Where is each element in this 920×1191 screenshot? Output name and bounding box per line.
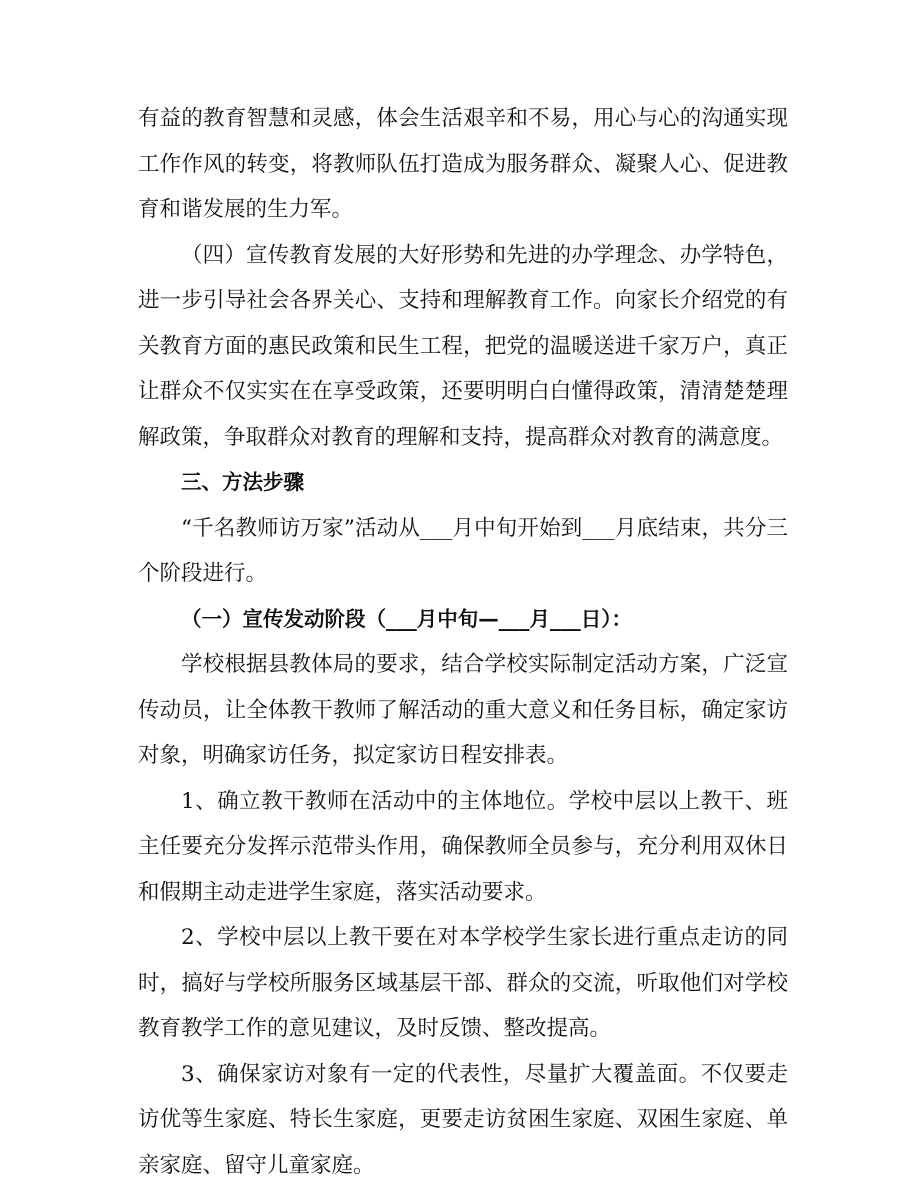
paragraph-6: 2、学校中层以上教干要在对本学校学生家长进行重点走访的同时，搞好与学校所服务区域基层干部、群众的交流，听取他们对学校教育教学工作的意见建议，及时反馈、整改提高。 bbox=[138, 925, 788, 1041]
paragraph-2: （四）宣传教育发展的大好形势和先进的办学理念、办学特色，进一步引导社会各界关心、支持和理解教育工作。向家长介绍党的有关教育方面的惠民政策和民生工程，把党的温暖送进千家万户，真正让群众不仅实实在在享受政策，还要明明白白懂得政策，清清楚楚理解政策，争取群众对教育的理解和支持，提高群众对教育的满意度。 bbox=[138, 242, 788, 450]
paragraph-4: 学校根据县教体局的要求，结合学校实际制定活动方案，广泛宣传动员，让全体教干教师了解活动的重大意义和任务目标，确定家访对象，明确家访任务，拟定家访日程安排表。 bbox=[138, 652, 788, 768]
stage-1-heading: （一）宣传发动阶段（___月中旬—___月___日）： bbox=[181, 606, 632, 631]
paragraph-3: “千名教师访万家”活动从___月中旬开始到___月底结束，共分三个阶段进行。 bbox=[138, 515, 788, 586]
document-page bbox=[138, 96, 788, 1188]
paragraph-7: 3、确保家访对象有一定的代表性，尽量扩大覆盖面。不仅要走访优等生家庭、特长生家庭，更要走访贫困生家庭、双困生家庭、单亲家庭、留守儿童家庭。 bbox=[138, 1061, 788, 1178]
section-heading-3: 三、方法步骤 bbox=[181, 470, 304, 494]
paragraph-1: 有益的教育智慧和灵感，体会生活艰辛和不易，用心与心的沟通实现工作作风的转变，将教师队伍打造成为服务群众、凝聚人心、促进教育和谐发展的生力军。 bbox=[138, 106, 788, 222]
paragraph-5: 1、确立教干教师在活动中的主体地位。学校中层以上教干、班主任要充分发挥示范带头作用，确保教师全员参与，充分利用双休日和假期主动走进学生家庭，落实活动要求。 bbox=[138, 788, 788, 905]
